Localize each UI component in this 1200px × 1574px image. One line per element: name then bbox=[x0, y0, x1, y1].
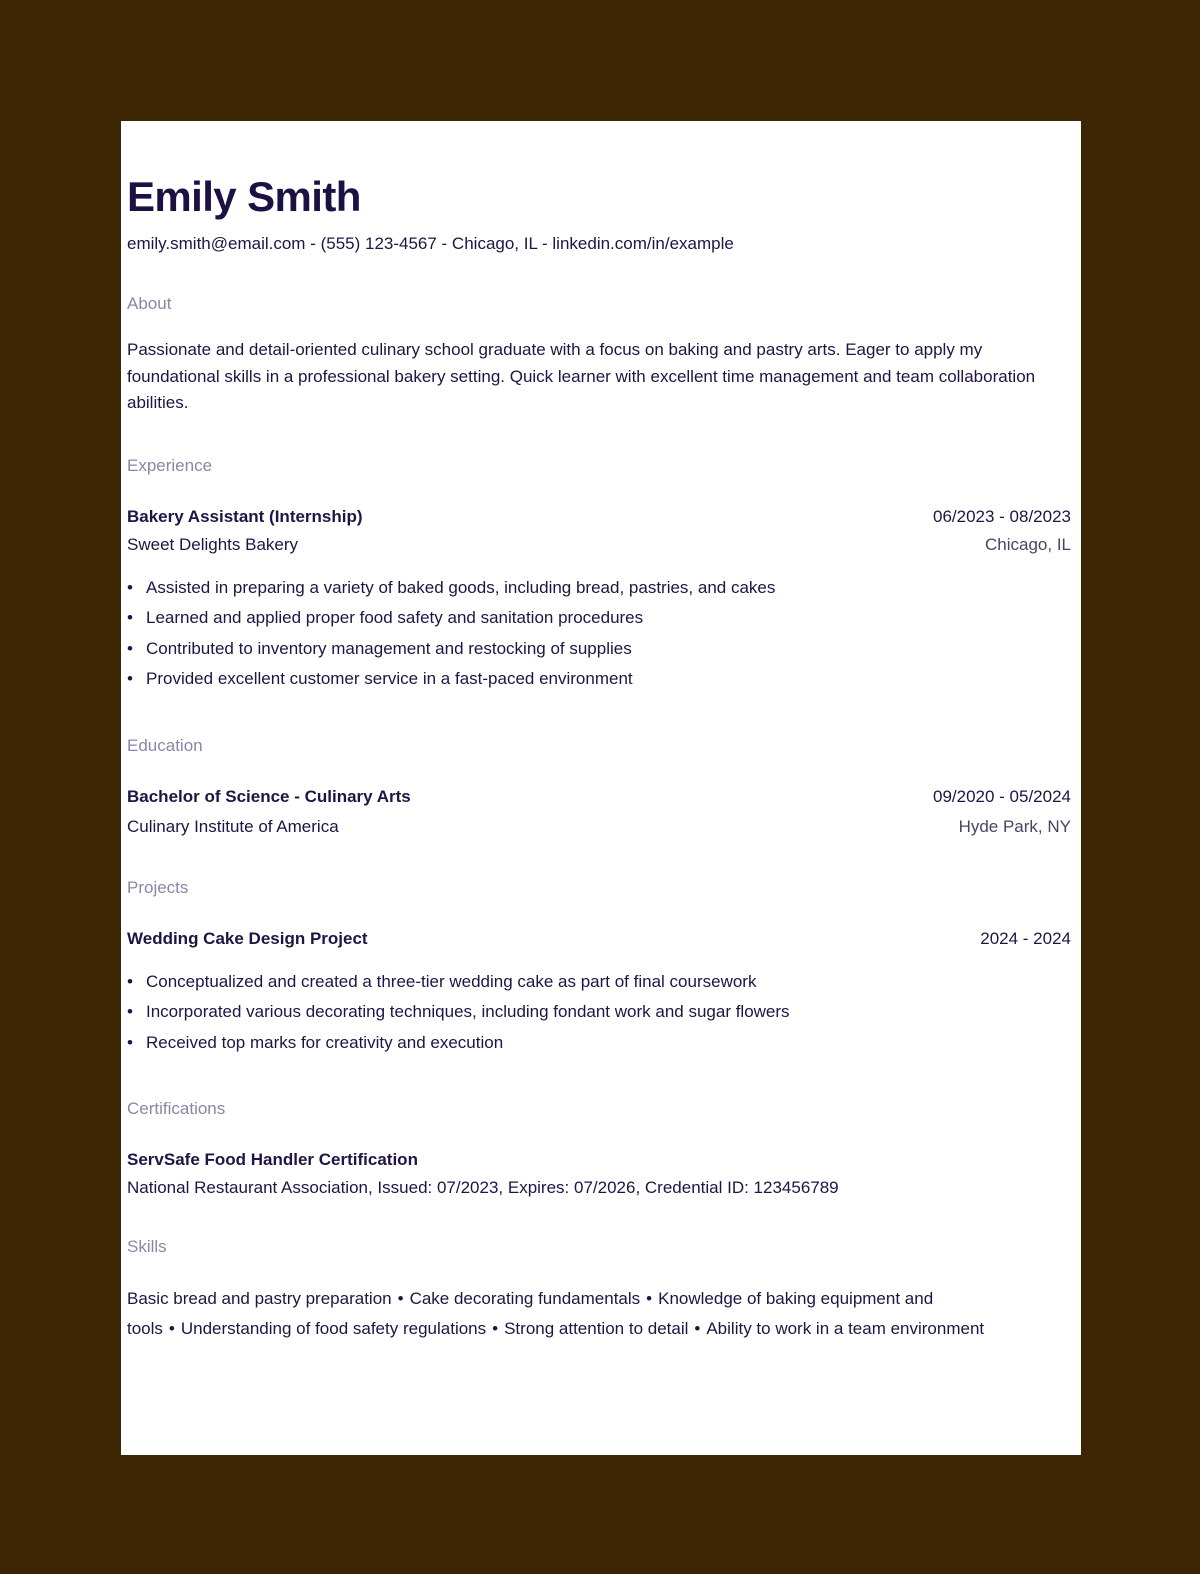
education-dates: 09/2020 - 05/2024 bbox=[932, 786, 1071, 806]
skill-item: Knowledge of baking equipment and tools bbox=[127, 1289, 934, 1338]
education-header-row bbox=[127, 783, 1071, 811]
experience-entry bbox=[127, 503, 1071, 695]
list-item: • Incorporated various decorating techniques, including fondant work and sugar flowers bbox=[127, 997, 1071, 1028]
skill-separator: • bbox=[646, 1289, 653, 1308]
list-item: • Contributed to inventory management and restocking of supplies bbox=[127, 634, 1071, 665]
section-title-about: About bbox=[127, 294, 172, 313]
candidate-name: Emily Smith bbox=[127, 173, 361, 220]
section-title-experience: Experience bbox=[127, 455, 213, 475]
skill-separator: • bbox=[168, 1319, 175, 1338]
certification-details-line bbox=[127, 1174, 1071, 1202]
list-item: • Learned and applied proper food safety and sanitation procedures bbox=[127, 603, 1071, 634]
skill-separator: • bbox=[492, 1319, 499, 1338]
education-location: Hyde Park, NY bbox=[958, 816, 1071, 836]
project-dates: 2024 - 2024 bbox=[980, 928, 1071, 948]
contact-line: emily.smith@email.com - (555) 123-4567 - Chicago, IL - linkedin.com/in/example bbox=[127, 234, 734, 253]
section-title-skills: Skills bbox=[127, 1237, 167, 1256]
about-text: Passionate and detail-oriented culinary school graduate with a focus on baking and pastry arts. Eager to apply my foundational skills in a professional bakery setting. Quick learner with excellent time management and team collaboration abilities. bbox=[127, 340, 1036, 412]
skill-item: Basic bread and pastry preparation bbox=[127, 1289, 392, 1308]
experience-dates: 06/2023 - 08/2023 bbox=[932, 506, 1071, 526]
list-item: • Assisted in preparing a variety of baked goods, including bread, pastries, and cakes bbox=[127, 573, 1071, 604]
section-title-projects: Projects bbox=[127, 877, 189, 897]
list-item: • Received top marks for creativity and execution bbox=[127, 1028, 1071, 1059]
education-school: Culinary Institute of America bbox=[127, 816, 339, 836]
project-name: Wedding Cake Design Project bbox=[127, 928, 368, 948]
project-entry bbox=[127, 925, 1071, 1059]
experience-header-row bbox=[127, 503, 1071, 531]
education-subheader-row bbox=[127, 813, 1071, 841]
certification-issuer: National Restaurant Association bbox=[127, 1178, 368, 1197]
list-item: • Conceptualized and created a three-tier wedding cake as part of final coursework bbox=[127, 967, 1071, 998]
education-entry bbox=[127, 783, 1071, 841]
list-item: • Provided excellent customer service in a fast-paced environment bbox=[127, 664, 1071, 695]
skills-list bbox=[127, 1284, 1071, 1344]
skill-item: Strong attention to detail bbox=[504, 1319, 689, 1338]
experience-location: Chicago, IL bbox=[985, 534, 1071, 554]
project-header-row bbox=[127, 925, 1071, 953]
experience-company: Sweet Delights Bakery bbox=[127, 534, 299, 554]
skill-item: Cake decorating fundamentals bbox=[409, 1289, 641, 1308]
certification-details: , Issued: 07/2023, Expires: 07/2026, Credential ID: 123456789 bbox=[367, 1178, 839, 1197]
skill-item: Understanding of food safety regulations bbox=[180, 1319, 487, 1338]
skill-separator: • bbox=[397, 1289, 404, 1308]
certification-entry bbox=[127, 1146, 1071, 1202]
section-title-certifications: Certifications bbox=[127, 1099, 226, 1118]
certification-name: ServSafe Food Handler Certification bbox=[127, 1150, 418, 1169]
experience-subheader-row bbox=[127, 531, 1071, 559]
skill-item: Ability to work in a team environment bbox=[706, 1319, 985, 1338]
education-degree: Bachelor of Science - Culinary Arts bbox=[127, 786, 411, 806]
skill-separator: • bbox=[694, 1319, 701, 1338]
project-bullets bbox=[127, 967, 1071, 1059]
resume-page bbox=[121, 121, 1081, 1455]
experience-bullets bbox=[127, 573, 1071, 695]
experience-role: Bakery Assistant (Internship) bbox=[127, 506, 363, 526]
section-title-education: Education bbox=[127, 735, 203, 755]
